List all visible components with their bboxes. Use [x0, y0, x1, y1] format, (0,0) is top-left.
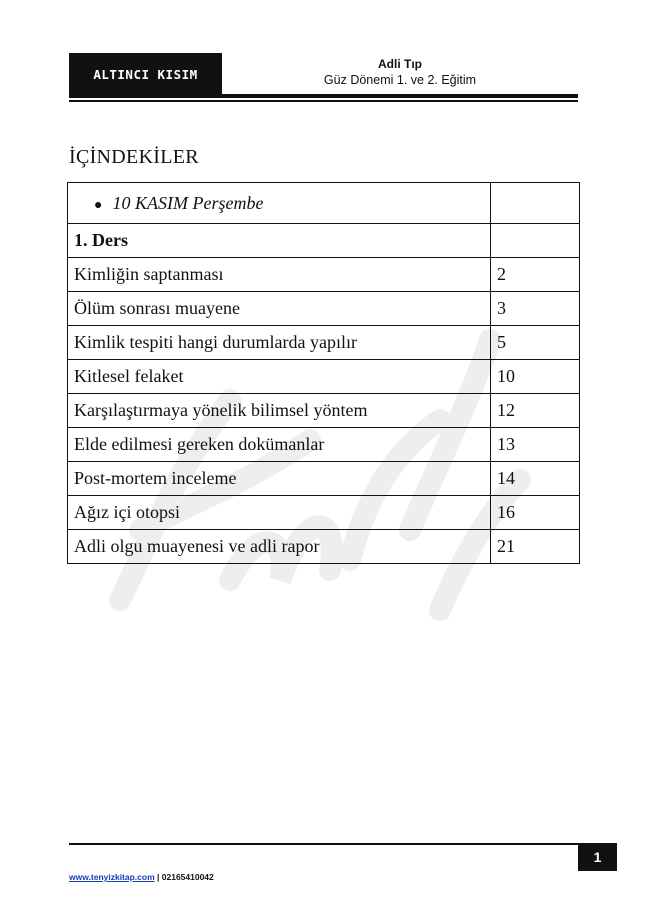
course-term: Güz Dönemi 1. ve 2. Eğitim	[323, 73, 477, 87]
toc-title: İÇİNDEKİLER	[69, 146, 199, 168]
toc-entry-topic: Post-mortem inceleme	[68, 462, 491, 496]
toc-entry-page: 14	[491, 462, 580, 496]
toc-lesson-row	[68, 224, 580, 258]
toc-entry-page: 2	[491, 258, 580, 292]
toc-entry-page: 3	[491, 292, 580, 326]
toc-entry-topic: Kimliğin saptanması	[68, 258, 491, 292]
toc-entry-page: 10	[491, 360, 580, 394]
footer-phone: 02165410042	[161, 872, 214, 882]
toc-entry-topic: Adli olgu muayenesi ve adli rapor	[68, 530, 491, 564]
toc-entry-page: 13	[491, 428, 580, 462]
toc-page-cell	[491, 224, 580, 258]
toc-entry-row	[68, 428, 580, 462]
toc-table	[67, 182, 580, 564]
toc-entry-row	[68, 292, 580, 326]
toc-entry-topic: Ağız içi otopsi	[68, 496, 491, 530]
toc-entry-topic: Ölüm sonrası muayene	[68, 292, 491, 326]
toc-date-row	[68, 183, 580, 224]
footer-url-link[interactable]: www.tenyizkitap.com	[69, 872, 155, 882]
toc-entry-topic: Karşılaştırmaya yönelik bilimsel yöntem	[68, 394, 491, 428]
bullet-icon: ●	[94, 197, 103, 213]
header-rule-thick	[69, 94, 578, 98]
toc-date: 10 KASIM Perşembe	[112, 192, 264, 213]
section-label: ALTINCI KISIM	[69, 53, 222, 95]
toc-entry-page: 5	[491, 326, 580, 360]
toc-entry-page: 16	[491, 496, 580, 530]
footer-contact	[69, 872, 214, 882]
toc-entry-row	[68, 394, 580, 428]
footer-rule	[69, 843, 609, 845]
header-rule-thin	[69, 100, 578, 102]
toc-lesson: 1. Ders	[68, 224, 491, 258]
toc-entry-page: 21	[491, 530, 580, 564]
toc-entry-row	[68, 360, 580, 394]
toc-entry-page: 12	[491, 394, 580, 428]
course-title: Adli Tıp	[378, 57, 422, 71]
footer-separator: |	[154, 872, 162, 882]
header-course-info	[300, 57, 500, 88]
toc-entry-row	[68, 258, 580, 292]
toc-page-cell	[491, 183, 580, 224]
toc-entry-topic: Kitlesel felaket	[68, 360, 491, 394]
toc-entry-row	[68, 462, 580, 496]
toc-entry-topic: Elde edilmesi gereken dokümanlar	[68, 428, 491, 462]
toc-date-cell	[68, 183, 491, 224]
toc-entry-row	[68, 496, 580, 530]
toc-entry-row	[68, 530, 580, 564]
toc-entry-row	[68, 326, 580, 360]
toc-entry-topic: Kimlik tespiti hangi durumlarda yapılır	[68, 326, 491, 360]
page-number: 1	[578, 843, 617, 871]
